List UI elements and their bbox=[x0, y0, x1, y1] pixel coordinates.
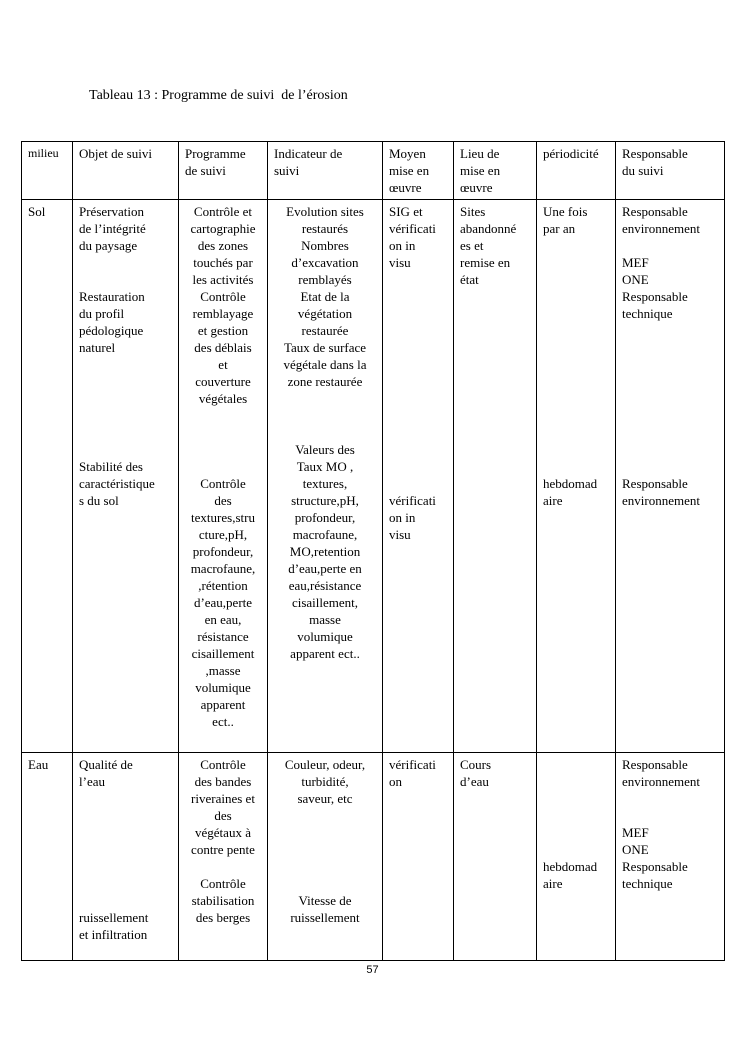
table-caption: Tableau 13 : Programme de suivi de l’érosion bbox=[89, 88, 348, 103]
header-responsable: Responsable du suivi bbox=[616, 142, 725, 200]
cell-moyen: vérificati on bbox=[383, 753, 454, 961]
cell-periodicite: Une fois par an hebdomad aire bbox=[537, 200, 616, 753]
cell-programme: Contrôle des bandes riveraines et des végétaux à contre pente Contrôle stabilisation des berges bbox=[179, 753, 268, 961]
table-row bbox=[22, 753, 725, 961]
cell-programme: Contrôle et cartographie des zones touchés par les activités Contrôle remblayage et gestion des déblais et couverture végétales Contrôle des textures,stru cture,pH, profondeur, macrofaune, ,rétention d’eau,perte en eau, résistance cisaillement ,masse volumique apparent ect.. bbox=[179, 200, 268, 753]
cell-indicateur: Couleur, odeur, turbidité, saveur, etc Vitesse de ruissellement bbox=[268, 753, 383, 961]
cell-objet: Qualité de l’eau ruissellement et infiltration bbox=[73, 753, 179, 961]
header-indicateur: Indicateur de suivi bbox=[268, 142, 383, 200]
header-periodicite: périodicité bbox=[537, 142, 616, 200]
cell-responsable: Responsable environnement MEF ONE Responsable technique bbox=[616, 753, 725, 961]
cell-milieu: Eau bbox=[22, 753, 73, 961]
header-moyen: Moyen mise en œuvre bbox=[383, 142, 454, 200]
header-lieu: Lieu de mise en œuvre bbox=[454, 142, 537, 200]
cell-periodicite: hebdomad aire bbox=[537, 753, 616, 961]
table-row bbox=[22, 200, 725, 753]
erosion-monitoring-table bbox=[21, 141, 725, 961]
cell-objet: Préservation de l’intégrité du paysage Restauration du profil pédologique naturel Stabilité des caractéristique s du sol bbox=[73, 200, 179, 753]
cell-lieu: Sites abandonné es et remise en état bbox=[454, 200, 537, 753]
page-number: 57 bbox=[366, 964, 379, 976]
cell-responsable: Responsable environnement MEF ONE Responsable technique Responsable environnement bbox=[616, 200, 725, 753]
header-objet: Objet de suivi bbox=[73, 142, 179, 200]
cell-milieu: Sol bbox=[22, 200, 73, 753]
cell-indicateur: Evolution sites restaurés Nombres d’excavation remblayés Etat de la végétation restaurée Taux de surface végétale dans la zone restaurée Valeurs des Taux MO , textures, structure,pH, profondeur, macrofaune, MO,retention d’eau,perte en eau,résistance cisaillement, masse volumique apparent ect.. bbox=[268, 200, 383, 753]
cell-lieu: Cours d’eau bbox=[454, 753, 537, 961]
header-row bbox=[22, 142, 725, 200]
header-programme: Programme de suivi bbox=[179, 142, 268, 200]
header-milieu: milieu bbox=[22, 142, 73, 200]
cell-moyen: SIG et vérificati on in visu vérificati on in visu bbox=[383, 200, 454, 753]
